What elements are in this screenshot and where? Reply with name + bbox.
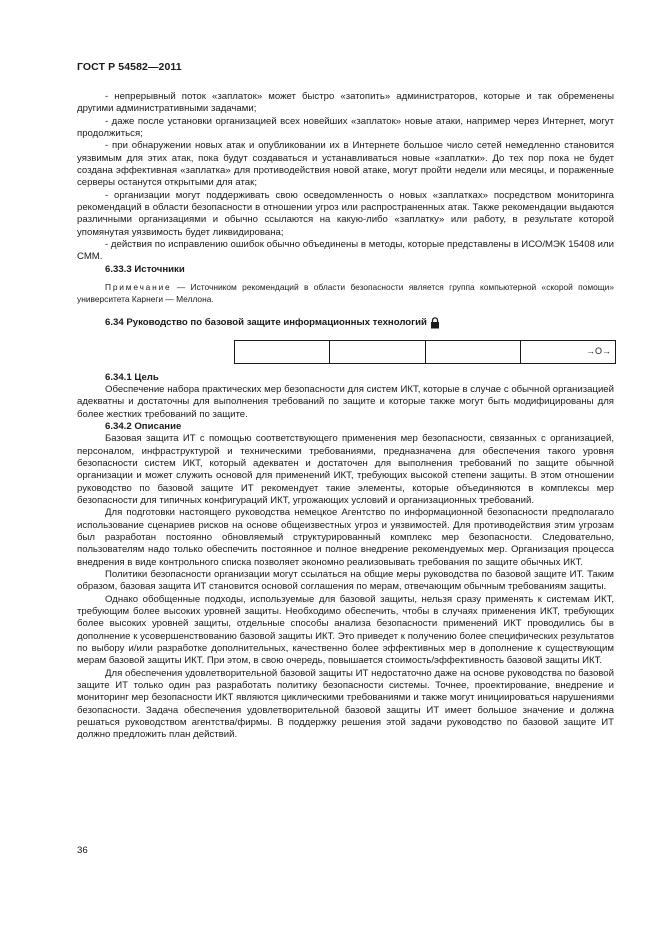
note-label: Примечание [105,282,172,293]
subsection-heading-6-34-2: 6.34.2 Описание [105,420,182,432]
table-cell [426,341,521,363]
table-cell [235,341,330,363]
document-code-header: ГОСТ Р 54582—2011 [77,61,182,73]
lock-icon [430,317,440,329]
description-paragraph: Однако обобщенные подходы, используемые для базовой защиты, нельзя сразу применять к системам ИКТ, требующим более высоких уровней защиты. Необходимо обеспечить, чтобы в случаях применения ИКТ, требующих более высоких уровней защиты, отдельные способы анализа безопасности применений ИКТ проводились бы в дополнение к усовершенствованию базовой защиты ИКТ. Это приведет к получению более специфических результатов по выбору и/или разработке дополнительных, качественно более эффективных мер в дополнение к существующим мерам базовой защиты ИКТ. При этом, в свою очередь, повышается стоимость/эффективность базовой защиты ИКТ. [77,593,614,667]
section-heading-6-34-row [105,317,614,329]
description-paragraph: Базовая защита ИТ с помощью соответствующего применения мер безопасности, связанных с организацией, персоналом, инфраструктурой и техническими требованиями, предназначена для обеспечения такого уровня безопасности систем ИКТ, который адекватен и достаточен для выполнения требований по защите обычной организации и может служить основой для применений ИКТ, требующих высокой степени защиты. В этом отношении руководство по базовой защите ИТ рекомендует такие элементы, которые объединяются в комплексы мер безопасности для типичных конфигураций ИКТ, угрожающих условий и организационных требований. [77,433,614,506]
table-cell-arrow-symbol: →O→ [585,346,611,357]
list-item: - при обнаружении новых атак и опубликовании их в Интернете большое число сетей немедленно становится уязвимым для этих атак, пока будут создаваться и устанавливаться новые «заплатки». До тех пор пока не будет создана эффективная «заплатка» для противодействия новой атаке, могут пройти недели или месяцы, и пораженные серверы останутся открытыми для атак; [77,140,614,189]
section-heading-6-33-3: 6.33.3 Источники [105,263,185,275]
subsection-heading-6-34-1: 6.34.1 Цель [105,371,159,383]
note-text: — Источником рекомендаций в области безопасности является группа компьютерной «скорой помощи» университета Карнеги — Меллона. [77,282,614,305]
description-paragraph: Для подготовки настоящего руководства немецкое Агентство по информационной безопасности предполагало использование сценариев рисков на основе общеизвестных угроз и уязвимостей. Для противодействия этим угрозам был разработан постоянно обновляемый структурированный комплекс мер безопасности. Следовательно, пользователям надо только обеспечить постоянное и полное внедрение рекомендуемых мер. Организация процесса внедрения в виде контрольного списка позволяет экономно реализовывать требования по защите обычных ИКТ. [77,507,614,568]
list-item: - действия по исправлению ошибок обычно объединены в методы, которые представлены в ИСО/МЭК 15408 или СММ. [77,239,614,263]
section-heading-6-34: 6.34 Руководство по базовой защите информационных технологий [105,317,427,329]
description-paragraph: Для обеспечения удовлетворительной базовой защиты ИТ недостаточно даже на основе руководства по базовой защите ИТ только один раз разработать политику безопасности системы. Точнее, проектирование, внедрение и мониторинг мер безопасности ИКТ являются циклическими требованиями и также могут инициироваться нарушениями безопасности. Задача обеспечения удовлетворительной базовой защиты ИТ имеет большое значение и должна решаться руководством агентства/фирмы. В поддержку решения этой задачи руководство по базовой защите ИТ должно предложить план действий. [77,667,614,741]
page-body [77,91,614,742]
list-item: - непрерывный поток «заплаток» может быстро «затопить» администраторов, которые и так обременены другими административными задачами; [77,91,614,115]
purpose-paragraph: Обеспечение набора практических мер безопасности для систем ИКТ, которые в случае с обычной организацией адекватны и достаточны для выполнения требований по защите и которые также могут быть модифицированы для более жестких требований по защите. [77,383,614,420]
note-paragraph [77,281,614,305]
table-cell [330,341,425,363]
list-item: - даже после установки организацией всех новейших «заплаток» новые атаки, например через Интернет, могут продолжиться; [77,115,614,140]
classification-table [234,340,616,364]
description-paragraph: Политики безопасности организации могут ссылаться на общие меры руководства по базовой защите ИТ. Таким образом, базовая защита ИТ становится основой соглашения по мерам, отвечающим обычным требованиям защиты. [77,569,614,593]
page-number: 36 [77,845,88,856]
list-item: - организации могут поддерживать свою осведомленность о новых «заплатках» посредством мониторинга рекомендаций в области безопасности в отношении угроз или распространенных атак. Также рекомендации выдаются различными организациями и обычно ссылаются на какую-либо «заплатку» или работу, в результате которой упомянутая уязвимость будет ликвидирована; [77,189,614,238]
